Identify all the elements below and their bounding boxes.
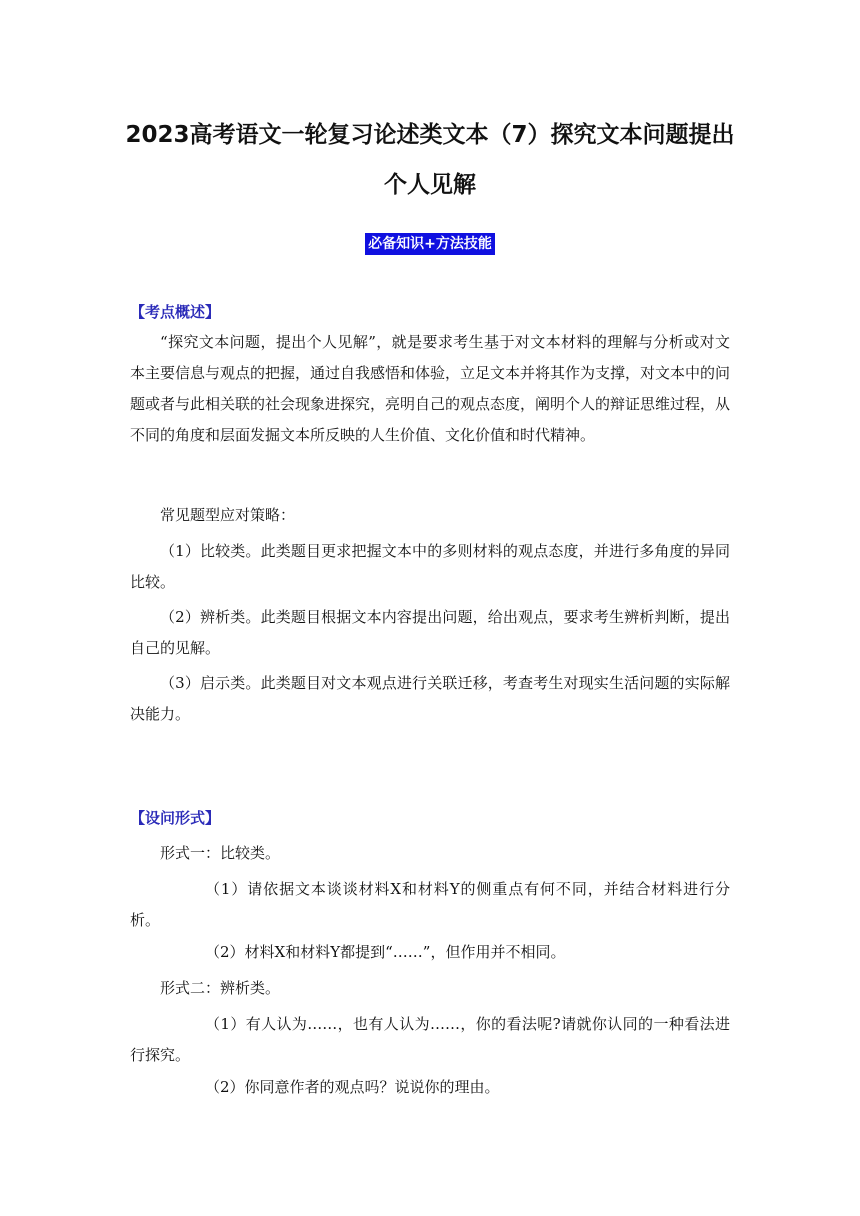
strategy-item-analyze: （2）辨析类。此类题目根据文本内容提出问题，给出观点，要求考生辨析判断，提出自己的见解。	[130, 608, 730, 657]
form1-item: （2）材料X和材料Y都提到“……”，但作用并不相同。	[205, 943, 566, 961]
section-badge: 必备知识+方法技能	[365, 233, 495, 255]
document-title: 2023高考语文一轮复习论述类文本（7）探究文本问题提出个人见解	[125, 122, 735, 198]
form2-label: 形式二：辨析类。	[160, 979, 281, 997]
badge-container	[0, 233, 860, 255]
form2-item: （2）你同意作者的观点吗？说说你的理由。	[205, 1078, 500, 1096]
strategy-item-inspire: （3）启示类。此类题目对文本观点进行关联迁移，考查考生对现实生活问题的实际解决能力。	[130, 674, 730, 723]
section-heading-question-forms: 【设问形式】	[130, 809, 221, 827]
section-heading-overview: 【考点概述】	[130, 303, 221, 321]
strategy-intro: 常见题型应对策略：	[160, 506, 296, 524]
overview-paragraph: “探究文本问题，提出个人见解”，就是要求考生基于对文本材料的理解与分析或对文本主要信息与观点的把握，通过自我感悟和体验，立足文本并将其作为支撑，对文本中的问题或者与此相关联的社会现象进探究，亮明自己的观点态度，阐明个人的辩证思维过程，从不同的角度和层面发掘文本所反映的人生价值、文化价值和时代精神。	[130, 333, 731, 444]
form1-item: （1）请依据文本谈谈材料X和材料Y的侧重点有何不同，并结合材料进行分析。	[130, 880, 730, 929]
strategy-item-compare: （1）比较类。此类题目更求把握文本中的多则材料的观点态度，并进行多角度的异同比较。	[130, 542, 730, 591]
form1-label: 形式一：比较类。	[160, 844, 281, 862]
form2-item: （1）有人认为……，也有人认为……，你的看法呢?请就你认同的一种看法进行探究。	[130, 1015, 730, 1064]
